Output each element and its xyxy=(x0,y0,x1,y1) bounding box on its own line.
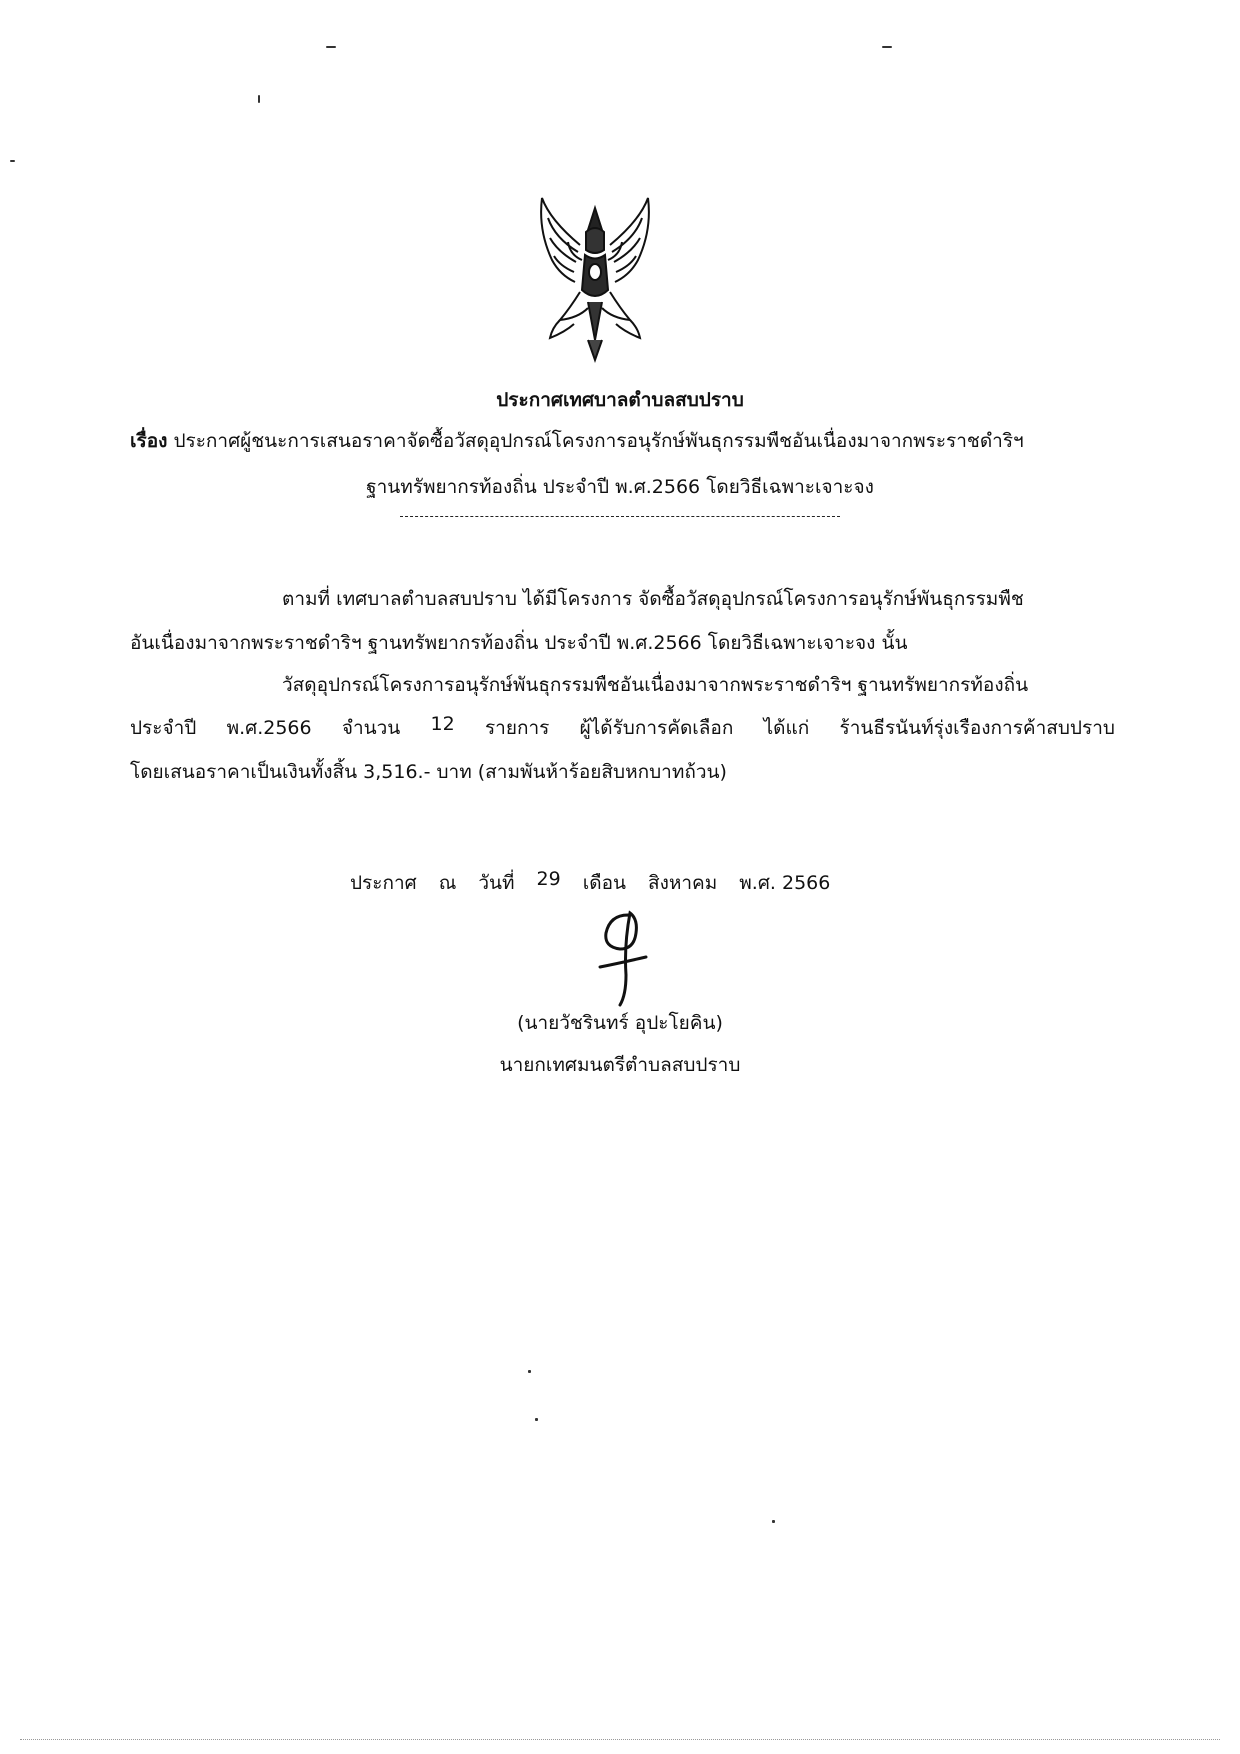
word: รายการ xyxy=(484,717,550,739)
garuda-emblem-icon xyxy=(530,190,660,370)
word: 12 xyxy=(430,713,455,735)
scan-speck xyxy=(882,46,892,48)
word: ประจำปี xyxy=(130,717,197,739)
dashed-divider xyxy=(400,516,840,517)
scan-speck xyxy=(528,1370,531,1373)
word: เดือน xyxy=(582,872,626,894)
word: ร้านธีรนันท์รุ่งเรืองการค้าสบปราบ xyxy=(839,717,1115,739)
scan-speck xyxy=(772,1520,775,1523)
word: ประกาศ xyxy=(350,872,417,894)
subject-line-2: ฐานทรัพยากรท้องถิ่น ประจำปี พ.ศ.2566 โดยวิธีเฉพาะเจาะจง xyxy=(366,476,874,498)
paragraph-1-line-1: ตามที่ เทศบาลตำบลสบปราบ ได้มีโครงการ จัดซื้อวัสดุอุปกรณ์โครงการอนุรักษ์พันธุกรรมพืช xyxy=(282,588,1024,610)
scan-speck xyxy=(535,1418,538,1421)
word: สิงหาคม xyxy=(647,872,718,894)
paragraph-2-line-2 xyxy=(130,713,1115,743)
word: ได้แก่ xyxy=(763,717,810,739)
paragraph-2-line-1: วัสดุอุปกรณ์โครงการอนุรักษ์พันธุกรรมพืชอันเนื่องมาจากพระราชดำริฯ ฐานทรัพยากรท้องถิ่น xyxy=(282,674,1029,696)
subject-line xyxy=(130,426,1120,456)
scan-edge xyxy=(20,1739,1220,1740)
word: พ.ศ. 2566 xyxy=(739,872,831,894)
paragraph-2-line-3: โดยเสนอราคาเป็นเงินทั้งสิ้น 3,516.- บาท (สามพันห้าร้อยสิบหกบาทถ้วน) xyxy=(130,761,727,783)
scan-speck xyxy=(10,160,15,162)
announcement-date xyxy=(350,868,870,898)
word: ผู้ได้รับการคัดเลือก xyxy=(579,717,734,739)
word: จำนวน xyxy=(341,717,401,739)
word: ณ xyxy=(438,872,457,894)
word: วันที่ xyxy=(478,872,515,894)
signatory-position: นายกเทศมนตรีตำบลสบปราบ xyxy=(499,1054,741,1076)
scan-speck xyxy=(326,46,336,48)
subject-text: ประกาศผู้ชนะการเสนอราคาจัดซื้อวัสดุอุปกรณ์โครงการอนุรักษ์พันธุกรรมพืชอันเนื่องมาจากพระราชดำริฯ xyxy=(173,430,1024,452)
subject-label: เรื่อง xyxy=(130,430,168,452)
signatory-name: (นายวัชรินทร์ อุปะโยคิน) xyxy=(517,1012,723,1034)
page-title: ประกาศเทศบาลตำบลสบปราบ xyxy=(496,389,744,411)
handwritten-signature xyxy=(590,905,660,1015)
scan-speck xyxy=(258,95,260,103)
word: พ.ศ.2566 xyxy=(226,717,312,739)
paragraph-1-line-2: อันเนื่องมาจากพระราชดำริฯ ฐานทรัพยากรท้องถิ่น ประจำปี พ.ศ.2566 โดยวิธีเฉพาะเจาะจง นั้น xyxy=(130,632,908,654)
word: 29 xyxy=(536,868,561,890)
